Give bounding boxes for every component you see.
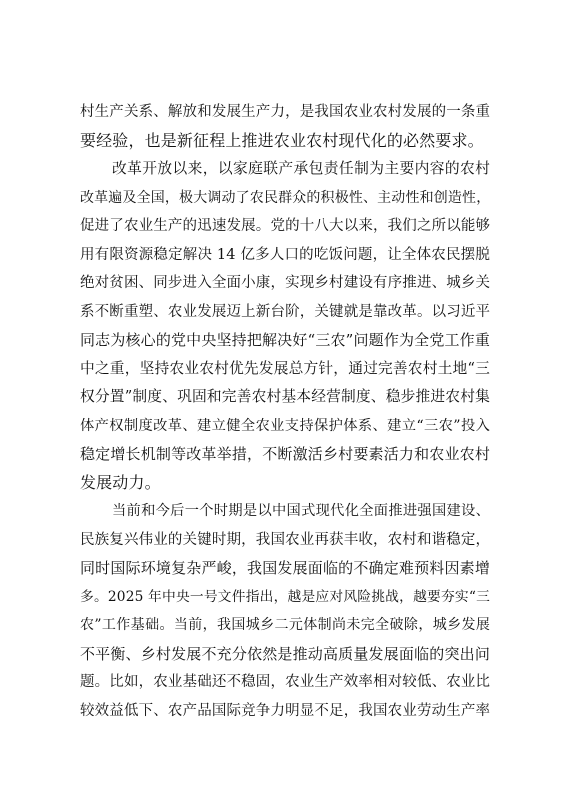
text-line: 农”工作基础。当前，我国城乡二元体制尚未完全破除，城乡发展 [80,617,490,633]
text-line: 绝对贫困、同步进入全面小康，实现乡村建设有序推进、城乡关 [80,275,491,291]
text-line: 体产权制度改革、建立健全农业支持保护体系、建立“三农”投入 [80,417,490,434]
text-line: 不平衡、乡村发展不充分依然是推动高质量发展面临的突出问 [80,644,490,663]
text-line: 促进了农业生产的迅速发展。党的十八大以来，我们之所以能够 [80,218,491,234]
text-line: 较效益低下、农产品国际竞争力明显不足，我国农业劳动生产率 [80,702,491,719]
text-line: 用有限资源稳定解决 14 亿多人口的吃饭问题，让全体农民摆脱 [80,246,490,263]
text-line: 村生产关系、解放和发展生产力，是我国农业农村发展的一条重 [80,104,491,120]
text-line: 权分置”制度、巩固和完善农村基本经营制度、稳步推进农村集 [80,388,490,405]
text-line: 同志为核心的党中央坚持把解决好“三农”问题作为全党工作重 [80,331,490,349]
text-line: 同时国际环境复杂严峻，我国发展面临的不确定难预料因素增 [80,559,490,577]
text-line: 要经验，也是新征程上推进农业农村现代化的必然要求。 [80,130,484,150]
text-line: 稳定增长机制等改革举措，不断激活乡村要素活力和农业农村 [80,445,490,463]
text-line: 系不断重塑、农业发展迈上新台阶，关键就是靠改革。以习近平 [80,303,491,320]
paragraph-first-line: 改革开放以来，以家庭联产承包责任制为主要内容的农村 [112,160,490,177]
text-line: 改革遍及全国，极大调动了农民群众的积极性、主动性和创造性， [80,189,491,206]
paragraph-first-line: 当前和今后一个时期是以中国式现代化全面推进强国建设、 [112,503,490,519]
text-line: 民族复兴伟业的关键时期，我国农业再获丰收，农村和谐稳定， [80,531,491,548]
body-text [80,98,490,725]
text-line: 多。2025 年中央一号文件指出，越是应对风险挑战，越要夯实“三 [80,588,490,605]
text-line: 发展动力。 [80,472,161,492]
text-line: 中之重，坚持农业农村优先发展总方针，通过完善农村土地“三 [80,359,490,377]
text-line: 题。比如，农业基础还不稳固，农业生产效率相对较低、农业比 [80,674,491,690]
